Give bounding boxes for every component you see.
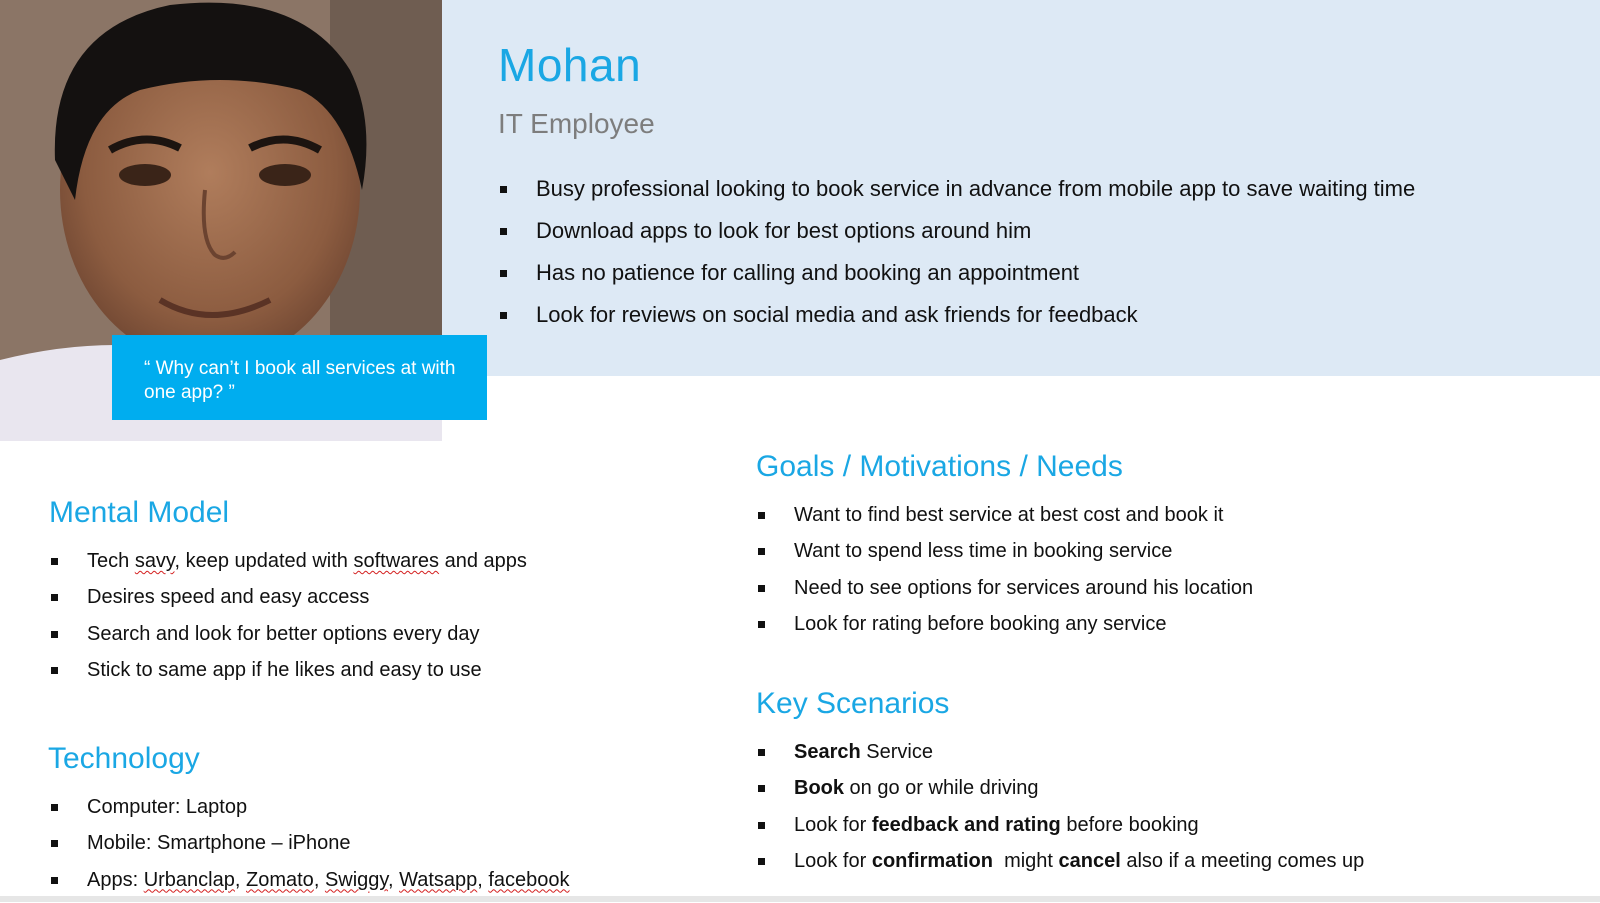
goals-heading: Goals / Motivations / Needs (756, 450, 1123, 483)
bullet-icon (500, 186, 507, 193)
list-item: Want to spend less time in booking service (756, 538, 1253, 574)
list-item: Book on go or while driving (756, 775, 1364, 811)
bullet-icon (758, 858, 765, 865)
list-item: Desires speed and easy access (49, 584, 527, 620)
list-item: Search and look for better options every day (49, 621, 527, 657)
bullet-icon (51, 594, 58, 601)
bullet-icon (758, 548, 765, 555)
list-item: Tech savy, keep updated with softwares and apps (49, 548, 527, 584)
persona-quote: “ Why can’t I book all services at with one app? ” (112, 335, 487, 420)
bullet-icon (758, 822, 765, 829)
list-item: Has no patience for calling and booking an appointment (498, 258, 1415, 300)
bullet-icon (500, 312, 507, 319)
bullet-icon (51, 667, 58, 674)
persona-role: IT Employee (498, 108, 655, 139)
list-item: Look for feedback and rating before booking (756, 812, 1364, 848)
list-item: Download apps to look for best options around him (498, 216, 1415, 258)
list-item: Need to see options for services around his location (756, 575, 1253, 611)
list-item: Mobile: Smartphone – iPhone (49, 830, 570, 866)
goals-list (756, 502, 1253, 647)
bullet-icon (758, 785, 765, 792)
mental-model-heading: Mental Model (49, 496, 230, 529)
bullet-icon (51, 558, 58, 565)
mental-model-list (49, 548, 527, 693)
list-item: Want to find best service at best cost and book it (756, 502, 1253, 538)
bullet-icon (500, 228, 507, 235)
list-item: Computer: Laptop (49, 794, 570, 830)
bullet-icon (51, 840, 58, 847)
bullet-icon (758, 585, 765, 592)
technology-heading: Technology (48, 742, 200, 775)
list-item: Busy professional looking to book service in advance from mobile app to save waiting time (498, 174, 1415, 216)
list-item: Apps: Urbanclap, Zomato, Swiggy, Watsapp, facebook (49, 867, 570, 903)
bullet-icon (500, 270, 507, 277)
persona-summary-list (498, 174, 1415, 342)
list-item: Look for reviews on social media and ask friends for feedback (498, 300, 1415, 342)
list-item: Stick to same app if he likes and easy to use (49, 657, 527, 693)
bullet-icon (51, 804, 58, 811)
bullet-icon (51, 631, 58, 638)
bullet-icon (51, 877, 58, 884)
bullet-icon (758, 749, 765, 756)
bullet-icon (758, 512, 765, 519)
bottom-divider (0, 896, 1600, 902)
key-scenarios-heading: Key Scenarios (756, 687, 950, 720)
list-item: Look for confirmation might cancel also if a meeting comes up (756, 848, 1364, 884)
persona-name: Mohan (498, 39, 642, 91)
technology-list (49, 794, 570, 903)
list-item: Search Service (756, 739, 1364, 775)
key-scenarios-list (756, 739, 1364, 884)
bullet-icon (758, 621, 765, 628)
list-item: Look for rating before booking any service (756, 611, 1253, 647)
